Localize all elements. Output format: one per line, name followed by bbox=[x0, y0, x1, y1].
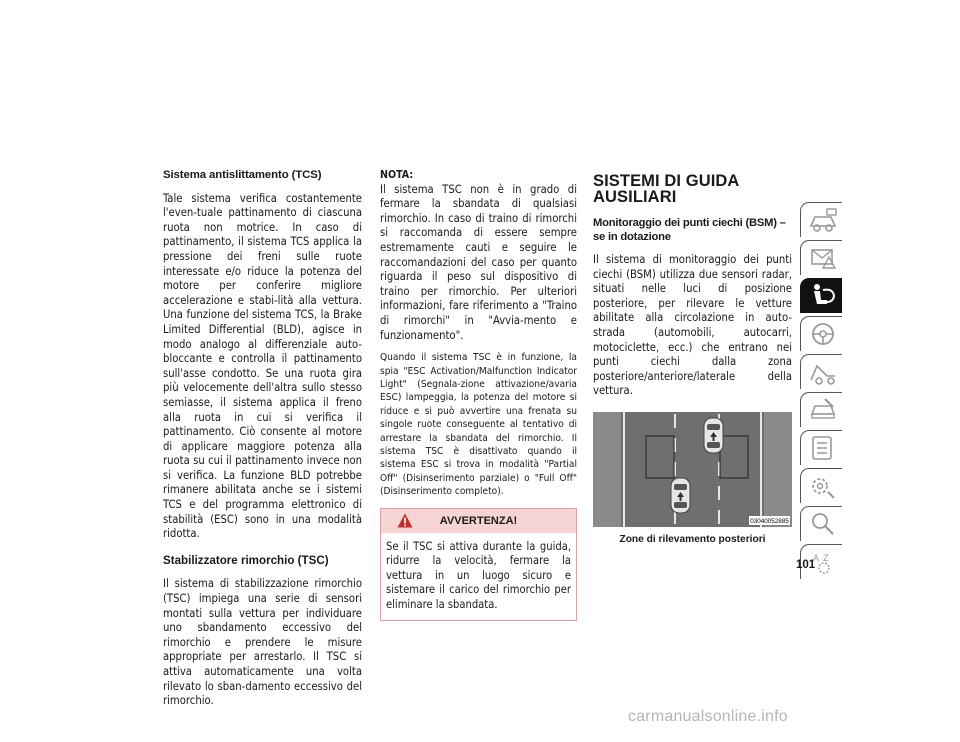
tab-multimedia[interactable] bbox=[800, 468, 842, 503]
warning-box bbox=[380, 508, 577, 621]
note-small-paragraph: Quando il sistema TSC è in funzione, la spia "ESC Activation/Malfunction Indicator Light" (Segnala-zione attivazione/avaria ESC) lampeggia, la potenza del motore si riduce e si può avvertire una frenata su singole ruote conseguente al tentativo di arrestare la sbandata del rimorchio. Il sistema TSC è disattivato quando il sistema ESC si trova in modalità "Partial Off" (Disinserimento parziale) o "Full Off" (Disinserimento completo). bbox=[380, 352, 577, 498]
warning-title: AVVERTENZA! bbox=[439, 514, 518, 527]
steering-wheel-icon bbox=[807, 320, 839, 348]
tsc-paragraph: Il sistema di stabilizzazione rimorchio (TSC) impiega una serie di sensori montati sulla vettura per individuare uno sbandamento eccessivo del rimorchio e prendere le misure appropriate per arrestarlo. Il TSC si attiva automaticamente una volta rilevato lo sban-damento eccessivo del rimorchio. bbox=[163, 577, 362, 708]
right-column bbox=[593, 168, 792, 548]
warning-header bbox=[381, 509, 576, 533]
figure-caption: Zone di rilevamento posteriori bbox=[619, 533, 766, 545]
warning-text: Se il TSC si attiva durante la guida, ridurre la velocità, fermare la vettura in un luogo sicuro e sistemare il carico del rimorchio per eliminare la sbandata. bbox=[386, 539, 571, 611]
car-dashboard-icon bbox=[807, 206, 839, 234]
tab-emergency[interactable] bbox=[800, 354, 842, 389]
bsm-paragraph: Il sistema di monitoraggio dei punti ciechi (BSM) utilizza due sensori radar, situati nelle luci di posizione posteriore, per rilevare le vetture abilitate alla circolazione in auto-strada (automobili, autocarri, motociclette, ecc.) che entrano nei punti ciechi dalla zona posteriore/anteriore/laterale della vettura. bbox=[593, 253, 792, 398]
note-paragraph: Il sistema TSC non è in grado di fermare la sbandata di qualsiasi rimorchio. In caso di traino di rimorchi si raccomanda di essere sempre estremamente cauti e seguire le raccomandazioni del caso per quanto riguarda il peso sul dispositivo di traino per rimorchio. Per ulteriori informazioni, fare riferimento a "Traino di rimorchi" in "Avvia-mento e funzionamento". bbox=[380, 182, 577, 342]
blind-spot-diagram bbox=[593, 412, 792, 527]
car-service-icon bbox=[807, 396, 839, 424]
chapter-tabs bbox=[800, 202, 844, 582]
tab-warning-lights[interactable] bbox=[800, 240, 842, 275]
warning-lights-icon bbox=[807, 244, 839, 272]
magnifier-search-icon bbox=[807, 510, 839, 538]
watermark: carmanualsonline.info bbox=[628, 708, 788, 725]
gear-tools-icon bbox=[807, 472, 839, 500]
seat-airbag-icon bbox=[807, 282, 839, 310]
blind-spot-figure bbox=[593, 412, 792, 527]
tsc-heading: Stabilizzatore rimorchio (TSC) bbox=[163, 553, 329, 567]
tab-driving[interactable] bbox=[800, 316, 842, 351]
tab-specifications[interactable] bbox=[800, 430, 842, 465]
tab-safety[interactable] bbox=[800, 278, 842, 313]
note-label: NOTA: bbox=[380, 169, 414, 181]
page-number: 101 bbox=[796, 559, 816, 571]
warning-triangle-icon bbox=[397, 513, 413, 528]
host-car-icon bbox=[704, 418, 723, 453]
approaching-car-icon bbox=[671, 478, 690, 513]
tcs-heading: Sistema antislittamento (TCS) bbox=[163, 169, 322, 181]
tab-dashboard[interactable] bbox=[800, 202, 842, 237]
bsm-heading: Monitoraggio dei punti ciechi (BSM) – se in dotazione bbox=[593, 217, 786, 243]
tcs-paragraph: Tale sistema verifica costantemente l'even-tuale pattinamento di ciascuna ruota non motrice. In caso di pattinamento, il sistema TCS applica la pressione dei freni sulle ruote interessate e/o riduce la potenza del motore per conferire migliore accelerazione e stabi-lità alla vettura. Una funzione del sistema TCS, la Brake Limited Differential (BLD), agisce in modo analogo al differenziale auto-bloccante e controlla il pattinamento sull'asse condotto. Se una ruota gira più velocemente dell'altra sullo stesso semiasse, il sistema applica il freno alla ruota in cui si verifica il pattinamento. Ciò consente al motore di applicare maggiore potenza alla ruota su cui il pattinamento invece non si verifica. La funzione BLD potrebbe rimanere abilitata anche se i sistemi TCS e del programma elettronico di stabilità (ESC) sono in una modalità ridotta. bbox=[163, 191, 362, 541]
tab-search[interactable] bbox=[800, 506, 842, 541]
left-column bbox=[163, 168, 362, 709]
svg-text:Z: Z bbox=[823, 553, 829, 563]
svg-text:A: A bbox=[813, 553, 820, 563]
car-tow-icon bbox=[807, 358, 839, 386]
figure-code: 03040052885 bbox=[750, 517, 789, 525]
middle-column bbox=[380, 168, 577, 621]
list-checklist-icon bbox=[807, 434, 839, 462]
section-title: SISTEMI DI GUIDA AUSILIARI bbox=[593, 172, 739, 206]
tab-service[interactable] bbox=[800, 392, 842, 427]
